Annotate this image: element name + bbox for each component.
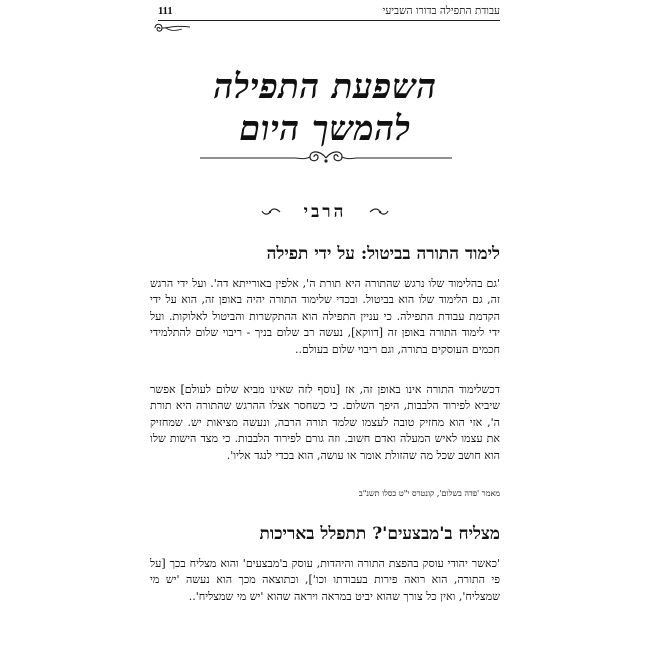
page-number: 111	[158, 5, 173, 17]
header-flourish-icon	[152, 21, 192, 35]
running-title: עבודת התפילה בדורו השביעי	[382, 5, 500, 17]
source-citation: מאמר 'פדה בשלום', קונטרס י"ט כסלו תשנ"ב	[358, 489, 500, 498]
author-name: הרבי	[303, 202, 347, 222]
chapter-title	[150, 66, 500, 150]
section-heading-1: לימוד התורה בביטול: על ידי תפילה	[266, 244, 500, 264]
title-line-1: השפעת התפילה	[213, 67, 437, 107]
title-line-2: להמשך היום	[239, 109, 411, 149]
ornament-right-icon	[260, 207, 282, 217]
running-header	[158, 4, 500, 21]
section-heading-2: מצליח ב'מבצעים'? תתפלל באריכות	[259, 524, 500, 544]
author-row	[150, 200, 500, 224]
title-divider-ornament-icon	[200, 148, 452, 168]
paragraph-2: דכשלימוד התורה אינו באופן זה, אז [נוסף לזה שאינו מביא שלום לעולם] אפשר שיביא לפירוד הלבבות, היפך השלום. כי כשחסר אצלו ההרגש שהתורה היא תורת ה', אזי הוא מחזיק טובה לעצמו שלמד תורה הרבה, ונעשה מציאות יש. שמחזיק את עצמו לאיש המעלה ואדם חשוב. וזה גורם לפירוד הלבבות. כי מצד הישות שלו הוא חושב שכל מה שהזולת אומר או עושה, הוא בכדי לנגד אליו'.	[150, 383, 500, 462]
ornament-left-icon	[368, 207, 390, 217]
paragraph-3: 'כאשר יהודי עוסק בהפצת התורה והיהדות, עוסק ב'מבצעים' והוא מצליח בכך [על פי התורה, הוא רואה פירות בעבודתו וכו'], וכתוצאה מכך הוא נעשה 'יש מי שמצליח', ואין כל צורך שהוא יביט במראה ויראה שהוא 'יש מי שמצליח'..	[150, 557, 500, 603]
paragraph-1: 'גם בהלימוד שלו נרגש שהתורה היא תורת ה', אלפין באורייתא דה'. ועל ידי הרגש זה, גם הלימוד שלו הוא בביטול. ובכדי שלימוד התורה יהיה באופן זה, הוא על ידי הקדמת עבודת התפילה. כי עניין התפילה הוא ההתקשרות והביטול לאלוקות. ועל ידי לימוד התורה באופן זה [דווקא], נעשה רב שלום בניך - ריבוי שלום להתלמידי חכמים העוסקים בתורה, וגם ריבוי שלום בעולם..	[150, 277, 500, 356]
